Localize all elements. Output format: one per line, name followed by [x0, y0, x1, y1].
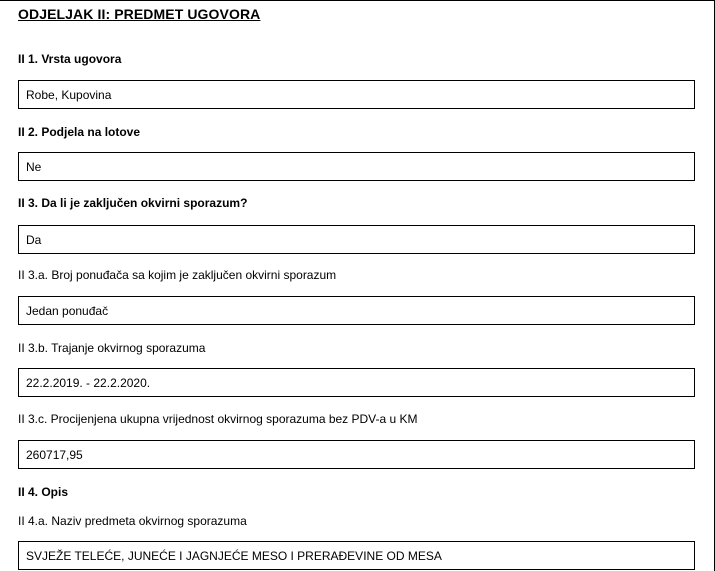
- label-podjela-na-lotove: II 2. Podjela na lotove: [18, 125, 141, 139]
- field-naziv-predmeta[interactable]: [18, 541, 695, 570]
- value-broj-ponudjaca: Jedan ponuđač: [26, 304, 109, 318]
- value-procijenjena-vrijednost: 260717,95: [26, 448, 83, 462]
- section-title: ODJELJAK II: PREDMET UGOVORA: [18, 6, 261, 22]
- label-okvirni-sporazum: II 3. Da li je zaključen okvirni sporazum?: [18, 196, 248, 210]
- field-trajanje-sporazuma[interactable]: [18, 368, 695, 397]
- value-vrsta-ugovora: Robe, Kupovina: [26, 88, 112, 102]
- label-trajanje-sporazuma: II 3.b. Trajanje okvirnog sporazuma: [18, 341, 206, 355]
- label-naziv-predmeta: II 4.a. Naziv predmeta okvirnog sporazuma: [18, 514, 247, 528]
- value-podjela-na-lotove: Ne: [26, 160, 42, 174]
- label-opis: II 4. Opis: [18, 485, 69, 499]
- field-procijenjena-vrijednost[interactable]: [18, 440, 695, 469]
- value-okvirni-sporazum: Da: [26, 233, 42, 247]
- field-podjela-na-lotove[interactable]: [18, 152, 695, 181]
- value-trajanje-sporazuma: 22.2.2019. - 22.2.2020.: [26, 376, 151, 390]
- field-broj-ponudjaca[interactable]: [18, 296, 695, 325]
- value-naziv-predmeta: SVJEŽE TELEĆE, JUNEĆE I JAGNJEĆE MESO I PRERAĐEVINE OD MESA: [26, 549, 442, 563]
- label-procijenjena-vrijednost: II 3.c. Procijenjena ukupna vrijednost okvirnog sporazuma bez PDV-a u KM: [18, 412, 418, 426]
- field-okvirni-sporazum[interactable]: [18, 225, 695, 254]
- document-frame-top: [0, 0, 715, 1]
- label-broj-ponudjaca: II 3.a. Broj ponuđača sa kojim je zaključen okvirni sporazum: [18, 268, 337, 282]
- label-vrsta-ugovora: II 1. Vrsta ugovora: [18, 52, 122, 66]
- field-vrsta-ugovora[interactable]: [18, 80, 695, 109]
